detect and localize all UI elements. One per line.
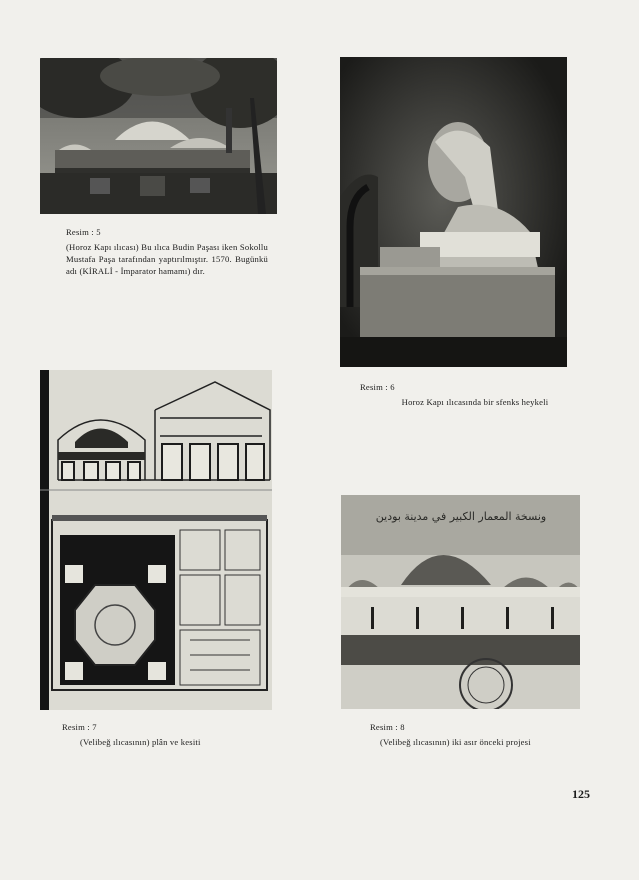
caption-text: Horoz Kapı ılıcasında bir sfenks heykeli xyxy=(401,397,549,407)
caption-resim-6 xyxy=(360,381,590,408)
caption-resim-7 xyxy=(62,721,292,748)
caption-label: Resim : 8 xyxy=(370,722,405,732)
drawing-resim-7 xyxy=(40,370,272,710)
caption-text: (Velibeğ ılıcasının) plân ve kesiti xyxy=(80,737,201,747)
caption-resim-5 xyxy=(66,226,268,277)
caption-label: Resim : 7 xyxy=(62,722,97,732)
photo-resim-6 xyxy=(340,57,567,367)
caption-resim-8 xyxy=(360,721,610,748)
caption-label: Resim : 5 xyxy=(66,227,101,237)
caption-text: (Horoz Kapı ılıcası) Bu ılıca Budin Paşası iken Sokollu Mustafa Paşa tarafından yaptırılmıştır. 1570. Bugünkü adı (KİRALİ - İmparator hamamı) dır. xyxy=(66,242,268,276)
caption-text: (Velibeğ ılıcasının) iki asır önceki projesi xyxy=(380,737,531,747)
caption-label: Resim : 6 xyxy=(360,382,395,392)
page-number: 125 xyxy=(572,787,590,801)
photo-resim-5 xyxy=(40,58,277,214)
drawing-inscription: ونسخة المعمار الكبير في مدينة بودين xyxy=(375,510,547,523)
drawing-resim-8 xyxy=(341,495,580,709)
